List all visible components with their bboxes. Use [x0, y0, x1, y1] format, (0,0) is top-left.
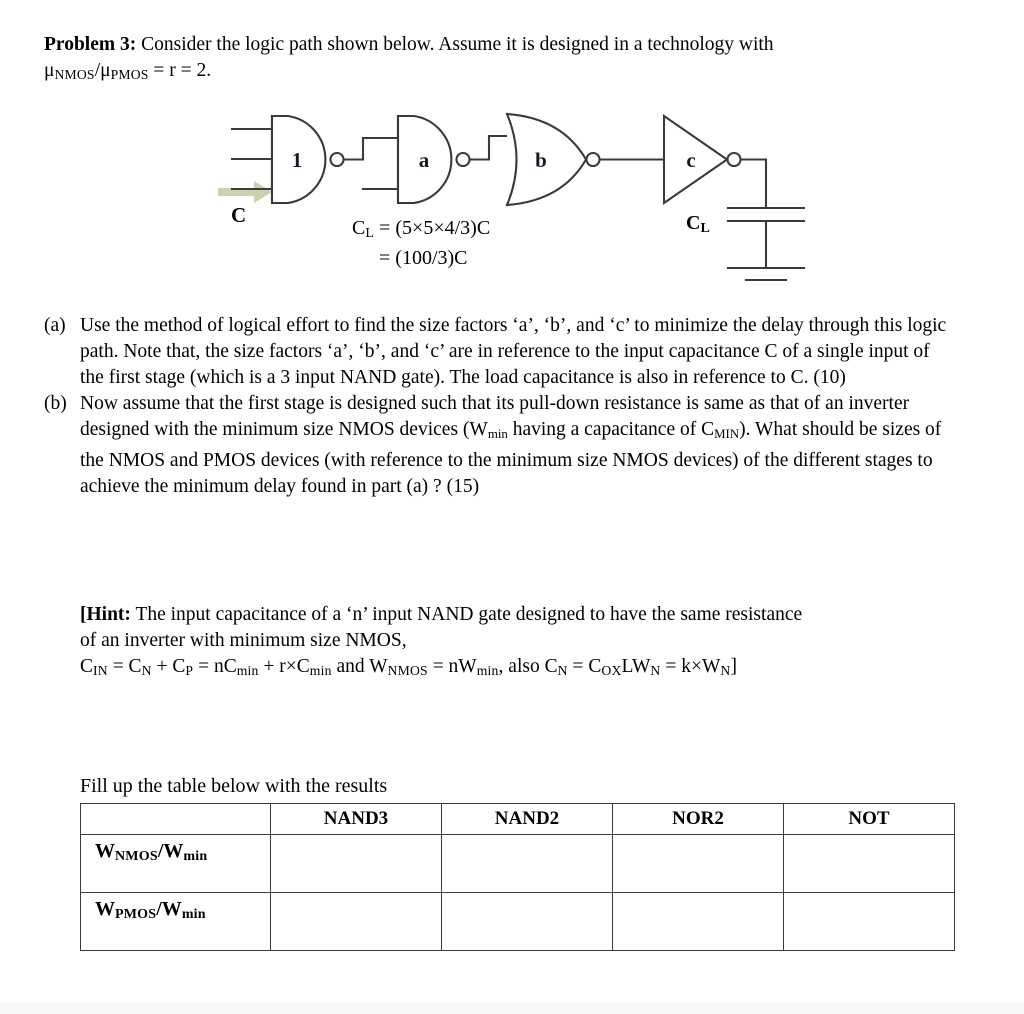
wpmos-sub: PMOS	[115, 907, 157, 923]
table-header-row	[81, 804, 955, 835]
mu-nmos-symbol: μ	[44, 60, 55, 81]
cl-subscript: L	[365, 226, 375, 242]
cell-wpmos-nand2[interactable]	[442, 893, 613, 951]
wnmos-w: W	[95, 840, 115, 862]
wnmos-sub: NMOS	[115, 849, 158, 865]
table-header-corner	[81, 804, 271, 835]
gate-label-b: b	[535, 148, 547, 172]
cell-wpmos-nand3[interactable]	[271, 893, 442, 951]
cell-wpmos-not[interactable]	[784, 893, 955, 951]
gate-label-a: a	[418, 148, 430, 172]
problem-intro-text: Consider the logic path shown below. Assume it is designed in a technology with	[136, 34, 774, 55]
load-cap-symbol: C	[686, 212, 701, 234]
wmin-sub-2: min	[181, 907, 206, 923]
question-b-label: (b)	[44, 393, 67, 415]
input-arrow-icon	[218, 181, 272, 203]
question-b-part2: having a capacitance of C	[507, 419, 715, 441]
ratio-value: = r = 2.	[148, 60, 212, 81]
mu-pmos-subscript: PMOS	[110, 67, 149, 82]
hint-label: [Hint:	[80, 604, 131, 625]
table-caption: Fill up the table below with the results	[80, 775, 388, 797]
wmin-sub-1: min	[183, 849, 208, 865]
hint-line-1: The input capacitance of a ‘n’ input NAND gate designed to have the same resistance	[130, 604, 803, 625]
table-row	[81, 893, 955, 951]
row-header-wpmos	[81, 893, 271, 951]
load-cap-label	[686, 212, 710, 237]
wnmos-slash-w: /W	[157, 840, 184, 862]
page-bottom-strip	[0, 1003, 1024, 1014]
cell-wnmos-nand3[interactable]	[271, 835, 442, 893]
question-b-text	[80, 391, 954, 499]
hint-formula: $C_{IN} = C_N + C_P = nC_{min} + r\times C_{min}$ and $W_{NMOS} = nW_{min}$, also $C_N = C_{OX}LW_N = k\times W_N$]	[80, 655, 737, 678]
gate-label-1: 1	[291, 148, 303, 172]
question-a-label: (a)	[44, 315, 66, 336]
results-table	[80, 803, 955, 951]
mu-pmos-symbol: μ	[100, 60, 111, 81]
row-header-wnmos	[81, 835, 271, 893]
cl-expression-1: = (5×5×4/3)C	[374, 217, 491, 239]
cell-wpmos-nor2[interactable]	[613, 893, 784, 951]
question-list	[44, 313, 954, 500]
wpmos-w: W	[95, 898, 115, 920]
input-capacitance-label: C	[231, 203, 247, 227]
wpmos-slash-w: /W	[156, 898, 182, 920]
cmin-subscript: MIN	[714, 427, 740, 442]
table-header-nand2: NAND2	[442, 804, 613, 835]
table-row	[81, 835, 955, 893]
wmin-subscript: min	[487, 427, 508, 442]
table-header-nor2: NOR2	[613, 804, 784, 835]
problem-intro	[44, 32, 950, 88]
gate-label-c: c	[686, 148, 696, 172]
question-a-text: Use the method of logical effort to find the size factors ‘a’, ‘b’, and ‘c’ to minimize the delay through this logic path. Note that, the size factors ‘a’, ‘b’, and ‘c’ are in reference to the input capacitance C of a single input of the first stage (which is a 3 input NAND gate). The load capacitance is also in reference to C. (10)	[80, 315, 947, 388]
cell-wnmos-nor2[interactable]	[613, 835, 784, 893]
hint-line-2: of an inverter with minimum size NMOS,	[80, 629, 407, 651]
question-item-a	[44, 313, 954, 390]
problem-label: Problem 3:	[44, 34, 137, 55]
load-capacitance-formula	[352, 216, 490, 271]
cl-symbol: C	[352, 217, 366, 239]
hint-block	[80, 602, 960, 683]
question-b-part1: Now assume that the first stage is designed such that its pull-down resistance is same as that of an inverter designed with the minimum size NMOS devices (W	[80, 393, 910, 441]
table-header-not: NOT	[784, 804, 955, 835]
cl-expression-2: = (100/3)C	[379, 247, 468, 270]
logic-path-circuit-diagram	[200, 108, 820, 293]
mobility-ratio-line	[44, 60, 211, 81]
question-item-b	[44, 391, 954, 499]
mu-nmos-subscript: NMOS	[54, 67, 95, 82]
table-header-nand3: NAND3	[271, 804, 442, 835]
question-b-part3: ). What should be sizes of the NMOS and PMOS devices (with reference to the minimum size NMOS devices) of the different stages to achieve the minimum delay found in part (a) ? (15)	[80, 419, 942, 497]
cell-wnmos-nand2[interactable]	[442, 835, 613, 893]
load-cap-subscript: L	[700, 221, 710, 237]
ratio-slash: /	[94, 60, 101, 81]
cell-wnmos-not[interactable]	[784, 835, 955, 893]
